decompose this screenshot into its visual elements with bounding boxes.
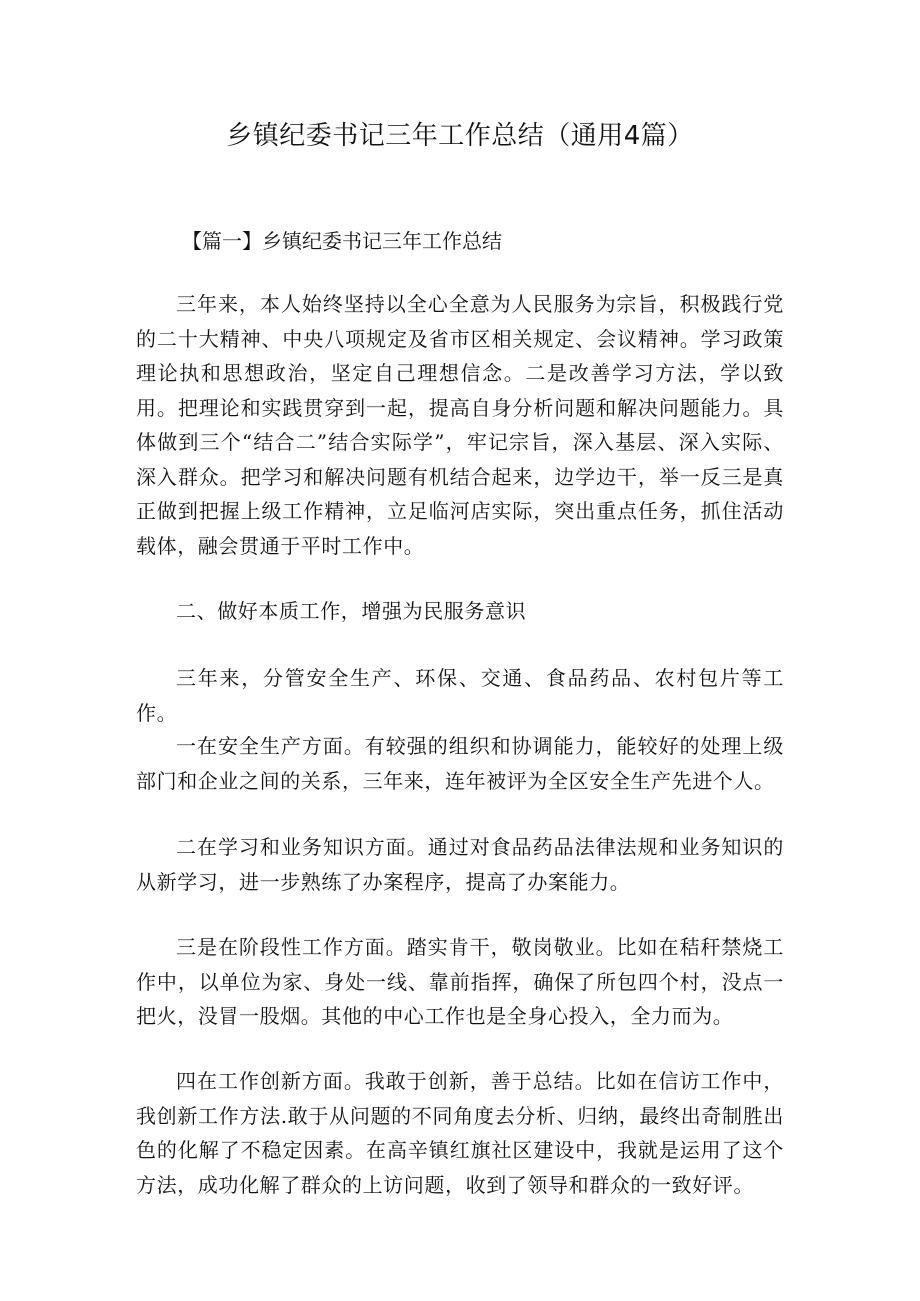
paragraph-block-3 — [136, 661, 784, 730]
section-heading: 【篇一】乡镇纪委书记三年工作总结 — [182, 229, 502, 253]
subheading-service: 二、做好本质工作，增强为民服务意识 — [176, 599, 527, 623]
paragraph-block-7 — [136, 1064, 784, 1202]
paragraph-learning: 二在学习和业务知识方面。通过对食品药品法律法规和业务知识的从新学习，进一步熟练了办案程序，提高了办案能力。 — [136, 835, 784, 894]
paragraph-safety: 一在安全生产方面。有较强的组织和协调能力，能较好的处理上级部门和企业之间的关系，三年来，连年被评为全区安全生产先进个人。 — [136, 734, 784, 793]
paragraph-intro: 三年来，本人始终坚持以全心全意为人民服务为宗旨，积极践行党的二十大精神、中央八项规定及省市区相关规定、会议精神。学习政策理论执和思想政治，坚定自己理想信念。二是改善学习方法，学以致用。把理论和实践贯穿到一起，提高自身分析问题和解决问题能力。具体做到三个“结合二”结合实际学”，牢记宗旨，深入基层、深入实际、深入群众。把学习和解决问题有机结合起来，边学边干，举一反三是真正做到把握上级工作精神，立足临河店实际，突出重点任务，抓住活动载体，融会贯通于平时工作中。 — [136, 292, 784, 558]
document-title: 乡镇纪委书记三年工作总结（通用4篇） — [226, 121, 694, 151]
paragraph-block-1 — [136, 287, 784, 563]
paragraph-block-6 — [136, 930, 784, 1034]
paragraph-responsibilities: 三年来，分管安全生产、环保、交通、食品药品、农村包片等工作。 — [136, 666, 784, 725]
paragraph-phased-work: 三是在阶段性工作方面。踏实肯干，敬岗敬业。比如在秸秆禁烧工作中，以单位为家、身处一线、靠前指挥，确保了所包四个村，没点一把火，没冒一股烟。其他的中心工作也是全身心投入，全力而为。 — [136, 935, 784, 1028]
paragraph-block-5 — [136, 830, 784, 899]
paragraph-block-2 — [136, 594, 784, 629]
paragraph-innovation: 四在工作创新方面。我敢于创新，善于总结。比如在信访工作中，我创新工作方法.敢于从问题的不同角度去分析、归纳，最终出奇制胜出色的化解了不稳定因素。在高辛镇红旗社区建设中，我就是运用了这个方法，成功化解了群众的上访问题，收到了领导和群众的一致好评。 — [136, 1069, 784, 1197]
paragraph-block-4 — [136, 729, 784, 798]
